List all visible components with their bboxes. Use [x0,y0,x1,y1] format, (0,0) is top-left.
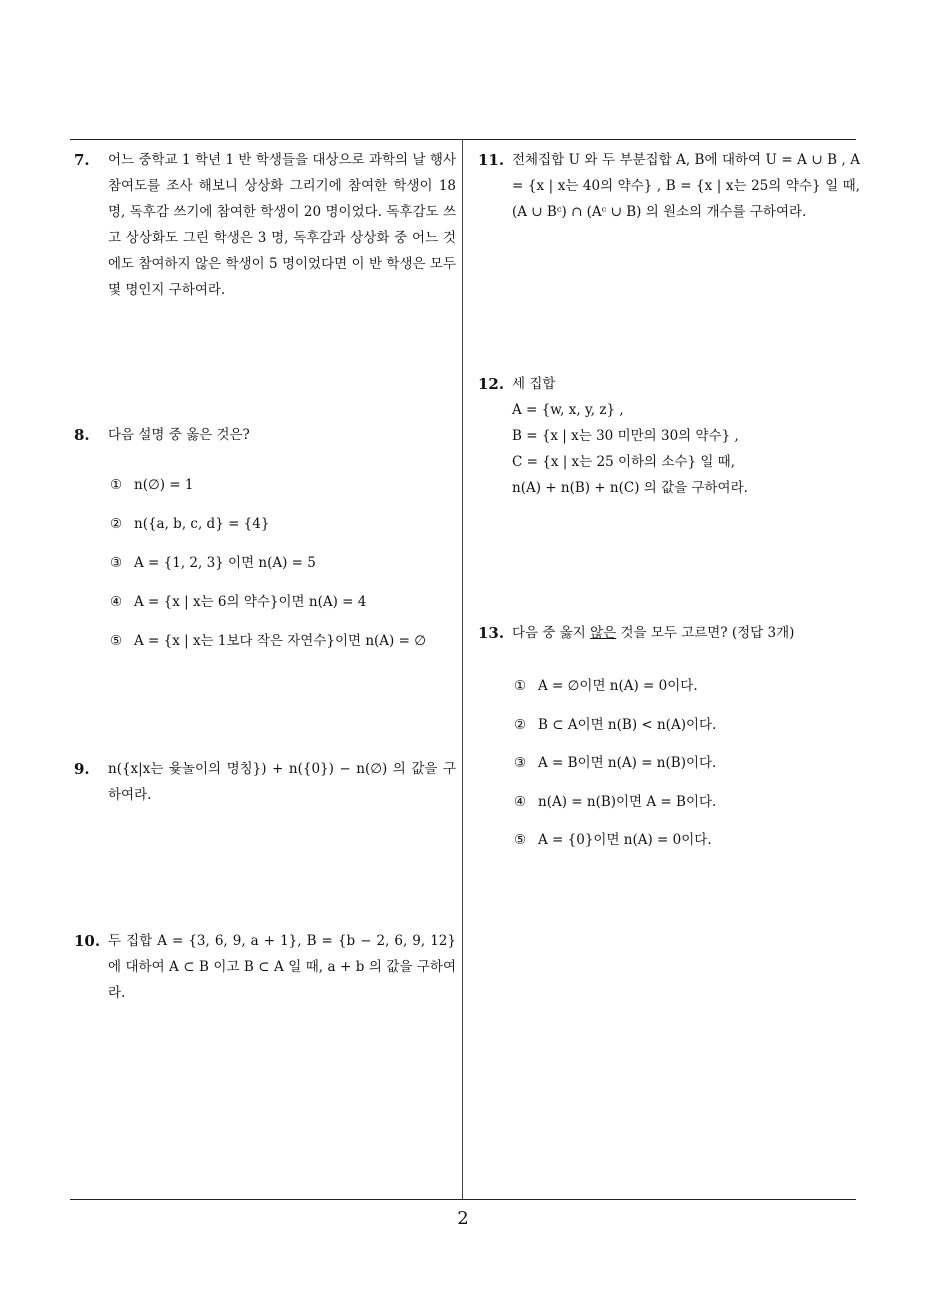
question-text: 전체집합 U 와 두 부분집합 A, B에 대하여 U = A ∪ B , A = {x | x는 40의 약수} , B = {x | x는 25의 약수} 일 때, (A ∪ Bᶜ) ∩ (Aᶜ ∪ B) 의 원소의 개수를 구하여라. [512,152,860,220]
question-text-after: 것을 모두 고르면? (정답 3개) [616,625,795,641]
question-line: B = {x | x는 30 미만의 30의 약수} , [512,428,739,444]
question-7 [74,147,456,303]
choice-text: A = ∅이면 n(A) = 0이다. [538,678,698,694]
question-number: 7. [74,151,90,169]
question-text: 다음 설명 중 옳은 것은? [108,427,250,443]
question-9 [74,756,456,808]
choice-text: n({a, b, c, d} = {4} [134,516,270,532]
choice-text: A = {1, 2, 3} 이면 n(A) = 5 [134,555,316,571]
choice-text: A = {0}이면 n(A) = 0이다. [538,832,712,848]
choice-mark: ④ [514,794,527,810]
choice-text: n(∅) = 1 [134,477,194,493]
question-8 [74,422,456,448]
choice-2[interactable] [514,712,716,738]
page-number: 2 [457,1208,469,1229]
question-10 [74,928,456,1006]
choice-text: A = B이면 n(A) = n(B)이다. [538,755,717,771]
question-text: n({x|x는 윷놀이의 명칭}) + n({0}) − n(∅) 의 값을 구하여라. [108,761,456,803]
question-number: 8. [74,426,90,444]
choice-text: A = {x | x는 6의 약수}이면 n(A) = 4 [134,594,367,610]
choice-4[interactable] [110,589,366,615]
question-number: 11. [478,151,505,169]
question-text: 두 집합 A = {3, 6, 9, a + 1}, B = {b − 2, 6, 9, 12} 에 대하여 A ⊂ B 이고 B ⊂ A 일 때, a + b 의 값을 구하여라. [108,933,456,1001]
choice-4[interactable] [514,789,716,815]
choice-mark: ② [110,516,123,532]
top-rule [70,139,856,140]
question-line: n(A) + n(B) + n(C) 의 값을 구하여라. [512,480,748,496]
bottom-rule [70,1199,856,1200]
choice-1[interactable] [514,673,698,699]
question-11 [478,147,860,225]
question-line: C = {x | x는 25 이하의 소수} 일 때, [512,454,736,470]
choice-mark: ⑤ [514,832,527,848]
question-line: A = {w, x, y, z} , [512,402,624,418]
question-13 [478,620,860,646]
choice-3[interactable] [514,750,716,776]
choice-text: B ⊂ A이면 n(B) < n(A)이다. [538,717,717,733]
choice-mark: ⑤ [110,633,123,649]
choice-mark: ③ [110,555,123,571]
question-text [512,620,860,646]
question-12 [478,371,860,501]
question-number: 13. [478,624,505,642]
choice-mark: ③ [514,755,527,771]
choice-text: A = {x | x는 1보다 작은 자연수}이면 n(A) = ∅ [134,633,426,649]
choice-text: n(A) = n(B)이면 A = B이다. [538,794,717,810]
choice-1[interactable] [110,472,193,498]
choice-5[interactable] [514,827,712,853]
choice-mark: ① [110,477,123,493]
column-divider [462,139,463,1199]
choice-mark: ④ [110,594,123,610]
choice-5[interactable] [110,628,450,654]
question-number: 12. [478,375,505,393]
question-number: 10. [74,932,101,950]
choice-mark: ② [514,717,527,733]
question-text: 어느 중학교 1 학년 1 반 학생들을 대상으로 과학의 날 행사 참여도를 조사 해보니 상상화 그리기에 참여한 학생이 18 명, 독후감 쓰기에 참여한 학생이 20 명이었다. 독후감도 쓰고 상상화도 그린 학생은 3 명, 독후감과 상상화 중 어느 것에도 참여하지 않은 학생이 5 명이었다면 이 반 학생은 모두 몇 명인지 구하여라. [108,152,456,298]
choice-3[interactable] [110,550,316,576]
question-text-before: 다음 중 옳지 [512,625,591,641]
question-number: 9. [74,760,90,778]
question-line: 세 집합 [512,376,556,392]
choice-mark: ① [514,678,527,694]
underlined-word: 않은 [590,625,617,641]
choice-2[interactable] [110,511,269,537]
